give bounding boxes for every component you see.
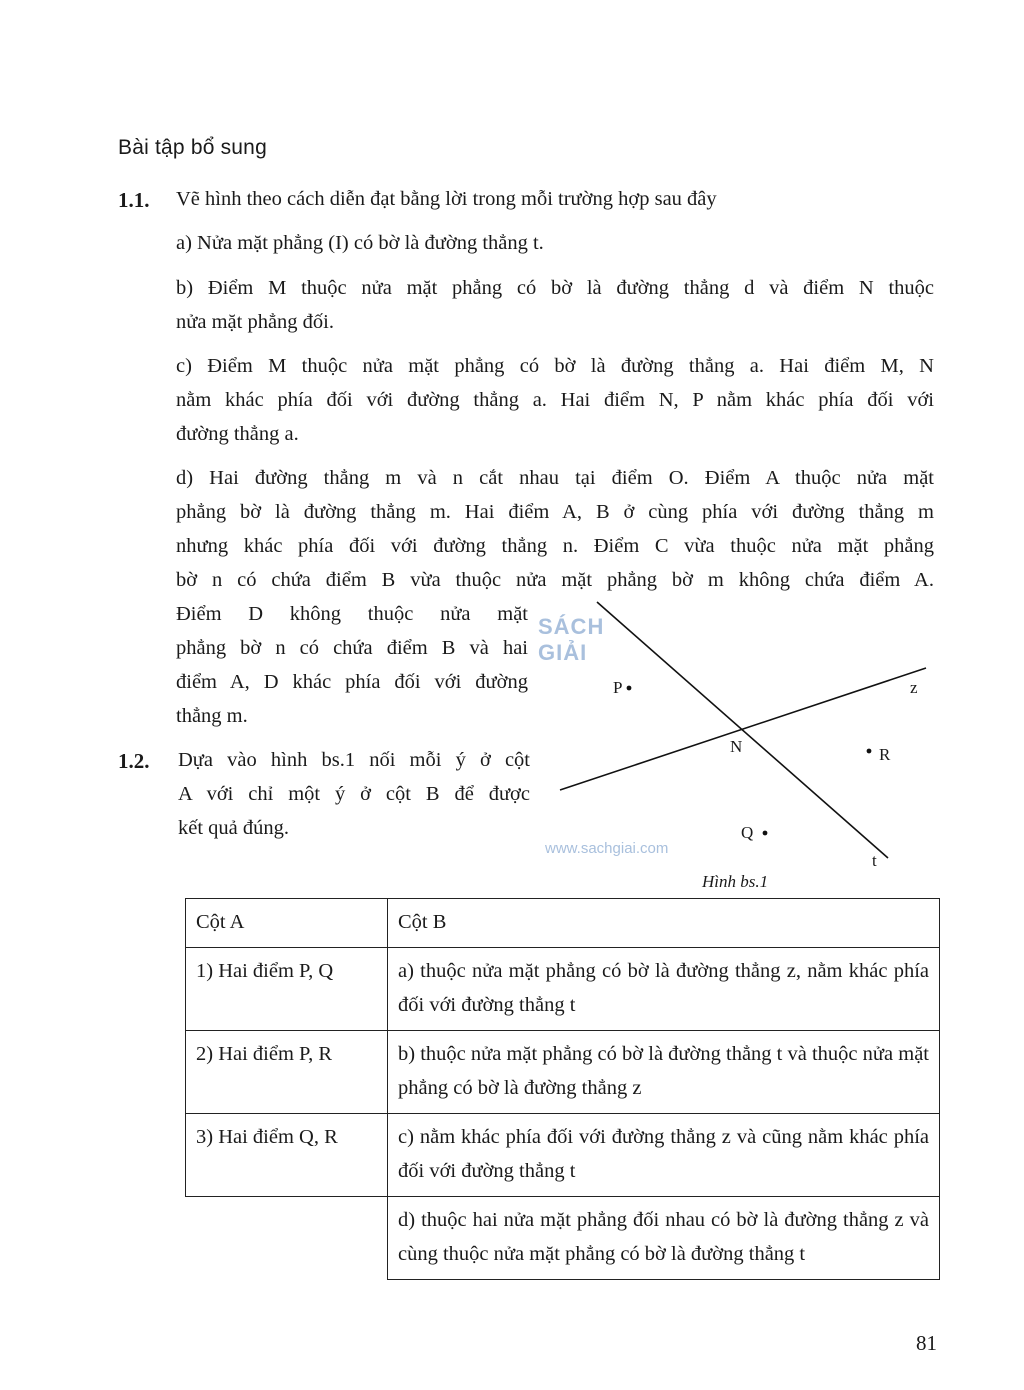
label-R: R xyxy=(879,745,891,764)
exercise-1-1-item-b-line1: b) Điểm M thuộc nửa mặt phẳng có bờ là đường thẳng d và điểm N thuộc xyxy=(176,277,934,299)
table-row xyxy=(186,948,940,1031)
cell-a: 1) Hai điểm P, Q xyxy=(186,948,388,1031)
exercise-1-1-item-a: a) Nửa mặt phẳng (I) có bờ là đường thẳng t. xyxy=(176,232,544,254)
point-P xyxy=(627,686,632,691)
exercise-number-1-1: 1.1. xyxy=(118,188,150,212)
exercise-1-2-line1: Dựa vào hình bs.1 nối mỗi ý ở cột xyxy=(178,749,530,771)
watermark-brand-left: SÁCH xyxy=(538,614,605,639)
page-number: 81 xyxy=(916,1331,937,1355)
exercise-1-2-line2: A với chỉ một ý ở cột B để được xyxy=(178,783,530,805)
cell-a: 2) Hai điểm P, R xyxy=(186,1031,388,1114)
table-header-row xyxy=(186,899,940,948)
watermark-brand-right: GIẢI xyxy=(538,640,588,665)
exercise-1-1-item-d-line7: điểm A, D khác phía đối với đường xyxy=(176,671,528,693)
exercise-1-1-item-d-line6: phẳng bờ n có chứa điểm B và hai xyxy=(176,637,528,659)
table-row xyxy=(186,1197,940,1280)
exercise-number-1-2: 1.2. xyxy=(118,749,150,773)
exercise-1-1-item-d-line1: d) Hai đường thẳng m và n cắt nhau tại điểm O. Điểm A thuộc nửa mặt xyxy=(176,467,934,489)
exercise-1-1-prompt: Vẽ hình theo cách diễn đạt bằng lời trong mỗi trường hợp sau đây xyxy=(176,188,717,210)
section-title: Bài tập bổ sung xyxy=(118,136,267,159)
cell-a-empty xyxy=(186,1197,388,1280)
label-t: t xyxy=(872,851,877,870)
exercise-1-1-item-c-line2: nằm khác phía đối với đường thẳng a. Hai điểm N, P nằm khác phía đối với xyxy=(176,389,934,411)
cell-b: d) thuộc hai nửa mặt phẳng đối nhau có bờ là đường thẳng z và cùng thuộc nửa mặt phẳng có bờ là đường thẳng t xyxy=(388,1197,940,1280)
table-row xyxy=(186,1031,940,1114)
cell-b: b) thuộc nửa mặt phẳng có bờ là đường thẳng t và thuộc nửa mặt phẳng có bờ là đường thẳng z xyxy=(388,1031,940,1114)
label-Q: Q xyxy=(741,823,754,842)
label-P: P xyxy=(613,678,623,697)
cell-b: a) thuộc nửa mặt phẳng có bờ là đường thẳng z, nằm khác phía đối với đường thẳng t xyxy=(388,948,940,1031)
table-row xyxy=(186,1114,940,1197)
exercise-1-1-item-d-line5: Điểm D không thuộc nửa mặt xyxy=(176,603,528,625)
exercise-1-1-item-d-line8: thẳng m. xyxy=(176,705,248,727)
label-N: N xyxy=(730,737,743,756)
exercise-1-1-item-c-line1: c) Điểm M thuộc nửa mặt phẳng có bờ là đường thẳng a. Hai điểm M, N xyxy=(176,355,934,377)
point-Q xyxy=(763,831,768,836)
exercise-1-1-item-d-line4: bờ n có chứa điểm B vừa thuộc nửa mặt phẳng bờ m không chứa điểm A. xyxy=(176,569,934,591)
header-column-b: Cột B xyxy=(388,899,940,948)
cell-b: c) nằm khác phía đối với đường thẳng z và cũng nằm khác phía đối với đường thẳng t xyxy=(388,1114,940,1197)
label-z: z xyxy=(910,678,918,697)
watermark-url: www.sachgiai.com xyxy=(545,840,669,857)
point-R xyxy=(867,749,872,754)
exercise-1-1-item-d-line3: nhưng khác phía đối với đường thẳng n. Điểm C vừa thuộc nửa mặt phẳng xyxy=(176,535,934,557)
exercise-1-1-item-d-line2: phẳng bờ là đường thẳng m. Hai điểm A, B ở cùng phía với đường thẳng m xyxy=(176,501,934,523)
matching-table xyxy=(185,898,940,1280)
exercise-1-1-item-b-line2: nửa mặt phẳng đối. xyxy=(176,311,334,333)
cell-a: 3) Hai điểm Q, R xyxy=(186,1114,388,1197)
header-column-a: Cột A xyxy=(186,899,388,948)
exercise-1-2-line3: kết quả đúng. xyxy=(178,817,290,839)
exercise-1-1-item-c-line3: đường thẳng a. xyxy=(176,423,299,445)
figure-caption: Hình bs.1 xyxy=(702,872,769,891)
